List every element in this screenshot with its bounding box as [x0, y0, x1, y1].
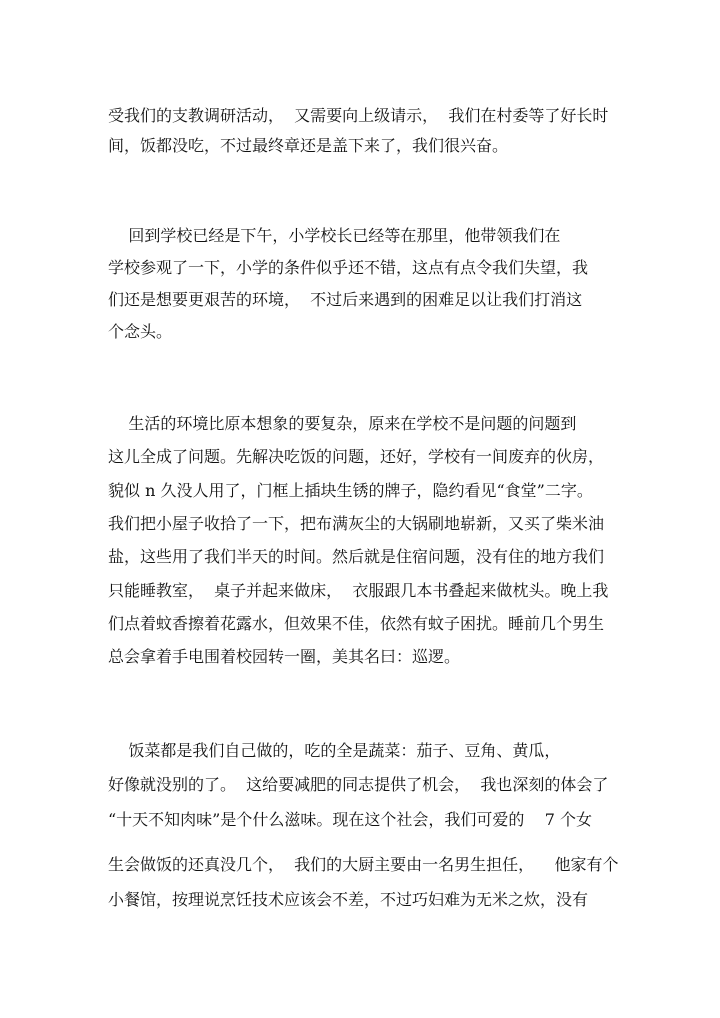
paragraph-3-line-2: 这儿全成了问题。先解决吃饭的问题，还好，学校有一间废弃的伙房， — [108, 447, 605, 466]
paragraph-4-line-3: “十天不知肉味”是个什么滋味。现在这个社会，我们可爱的 7 个女 — [108, 810, 592, 829]
paragraph-4-line-1: 饭菜都是我们自己做的，吃的全是蔬菜：茄子、豆角、黄瓜， — [108, 741, 561, 760]
paragraph-3-line-1: 生活的环境比原本想象的要复杂，原来在学校不是问题的问题到 — [108, 414, 577, 433]
paragraph-2-line-3: 们还是想要更艰苦的环境， 不过后来遇到的困难足以让我们打消这 — [108, 290, 583, 309]
paragraph-3-line-4: 我们把小屋子收拾了一下，把布满灰尘的大锅刷地崭新，又买了柴米油 — [108, 514, 605, 533]
paragraph-3-line-3: 貌似 n 久没人用了，门框上插块生锈的牌子，隐约看见“食堂”二字。 — [108, 481, 593, 500]
paragraph-1-line-2: 间，饭都没吃，不过最终章还是盖下来了，我们很兴奋。 — [108, 136, 509, 155]
paragraph-2-line-4: 个念头。 — [108, 322, 173, 341]
paragraph-4-line-4: 生会做饭的还真没几个， 我们的大厨主要由一名男生担任， 他家有个 — [108, 855, 619, 874]
paragraph-3-line-5: 盐，这些用了我们半天的时间。然后就是住宿问题，没有住的地方我们 — [108, 547, 605, 566]
paragraph-4-line-2: 好像就没别的了。 这给要减肥的同志提供了机会， 我也深刻的体会了 — [108, 775, 609, 794]
paragraph-3-line-8: 总会拿着手电围着校园转一圈，美其名曰：巡逻。 — [108, 647, 461, 666]
paragraph-2-line-1: 回到学校已经是下午，小学校长已经等在那里，他带领我们在 — [108, 226, 561, 245]
paragraph-4-line-5: 小餐馆，按理说烹饪技术应该会不差，不过巧妇难为无米之炊，没有 — [108, 890, 589, 909]
paragraph-3-line-7: 们点着蚊香擦着花露水，但效果不佳，依然有蚊子困扰。睡前几个男生 — [108, 614, 605, 633]
paragraph-1-line-1: 受我们的支教调研活动， 又需要向上级请示， 我们在村委等了好长时 — [108, 106, 609, 125]
paragraph-2-line-2: 学校参观了一下，小学的条件似乎还不错，这点有点令我们失望，我 — [108, 258, 589, 277]
paragraph-3-line-6: 只能睡教室， 桌子并起来做床， 衣服跟几本书叠起来做枕头。晚上我 — [108, 581, 609, 600]
